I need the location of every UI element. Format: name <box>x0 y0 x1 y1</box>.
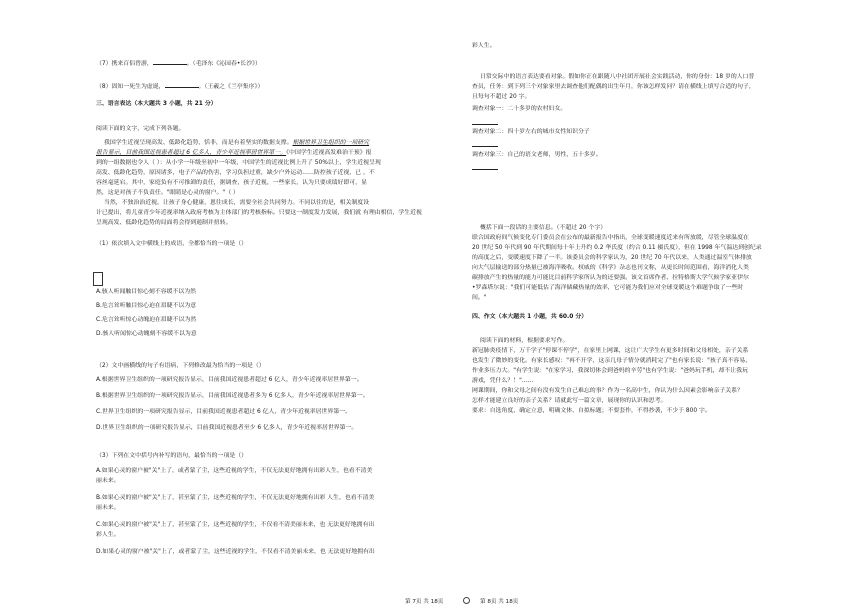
question-1-stem: （1）依次填入文中横线上的成语，全都恰当的一项是（） <box>96 241 248 247</box>
q4-line: 日常交际中的语言表达要看对象。假如你正在跟随八中社团开展社会实践活动，你的身份：18 岁的人口普 <box>480 74 755 80</box>
q5-instruction: 概括下面一段话的主要信息。（不超过 20 个字） <box>480 225 607 231</box>
page-number-left: 第 7页 共 18页 <box>405 599 444 605</box>
answer-blank[interactable] <box>472 163 498 170</box>
passage-line: 我国学生近视呈现高发、低龄化趋势，恬非，而是有着坚实的数据支撑。根据世界卫生组织的一项研究 <box>104 140 370 146</box>
answer-blank[interactable] <box>472 140 498 147</box>
passage-line: 然，这是对孩子不负责任。"眼睛是心灵的窗户。"（ ） <box>96 190 239 196</box>
question-7: （7）携来百侣曾游， 。（毛泽东《沁园春•长沙》） <box>96 58 261 68</box>
section-4-title: 四、作文（本大题共 1 小题，共 60.0 分） <box>472 314 588 320</box>
q5-passage-line: 的高度之后，变暖速度下降了一半。该委员会的科学家认为，20 世纪 70 年代以来，人类通过温室气体排放 <box>472 255 752 261</box>
essay-material-line: 游戏，凭什么？！"…… <box>472 378 534 384</box>
option-a[interactable]: A.骇人听闻触目惊心刻不容缓不以为然 <box>96 289 197 295</box>
answer-blank[interactable] <box>165 81 199 88</box>
essay-material-line: 新冠肺炎疫情下，万千学子"停课不停学"，在家里上网课，这让广大学生有更多时间和父母相处，亲子关系 <box>472 348 749 354</box>
option-c-cont: 彩人生。 <box>96 532 120 538</box>
option-c[interactable]: C.危言耸听惊心动魄迫在眉睫不以为然 <box>96 317 197 323</box>
option-a[interactable]: A.如果心灵的窗户被"关"上了，或者蒙了尘，这些近视的学生，不仅无法更好地拥有出彩人生，也看不清美 <box>96 468 373 474</box>
essay-material-line: 也发生了微妙的变化。有家长感叹："再不开学，这亲几母子情分就消耗完了"也有家长说："孩子真不容易， <box>472 358 752 364</box>
survey-target-2: 调查对象二：四十岁左右的城市女性知识分子 <box>472 129 590 135</box>
option-d[interactable]: D.如果心灵的窗户被"关"上了，或者蒙了尘，这些近视的学生，不仅看不清美丽未来，也 无法更好地拥有出 <box>96 549 375 555</box>
survey-target-1: 调查对象一：二十多岁的农村妇女。 <box>472 106 567 112</box>
section-3-title: 三、语言表达（本大题共 3 小题，共 21 分） <box>96 101 217 107</box>
page-number-right: 第 8页 共 18页 <box>480 599 519 605</box>
option-a-cont: 丽未来。 <box>96 478 120 484</box>
answer-box[interactable] <box>93 272 103 286</box>
option-b[interactable]: B.根据世界卫生组织的一项研究报告显示，目前我国近视患者多为 6 亿多人，青少年近视率居世界第一。 <box>96 393 369 399</box>
essay-prompt-line: 网课期间，你和父母之间有没有发生自己难忘的事？作为一名高中生，你认为什么因素会影响亲子关系？ <box>472 388 743 394</box>
essay-prompt-line: 怎样才能建立良好的亲子关系？请就此写一篇文章，展现你的认识和思考。 <box>472 398 667 404</box>
q4-line: 且每句不超过 20 字。 <box>472 94 531 100</box>
read-instruction: 阅读下面的文字，完成下列各题。 <box>96 126 185 132</box>
passage-line: 呈现高发、低龄化趋势的局面将会得到遏制并扭转。 <box>96 220 232 226</box>
option-a[interactable]: A.根据世界卫生组织的一项研究报告显示，目前我国近视患者超过 6 亿人，青少年近视率居世界第一。 <box>96 377 363 383</box>
q5-passage-line: 间。" <box>472 295 487 301</box>
answer-blank[interactable] <box>153 58 187 65</box>
option-c[interactable]: C.世界卫生组织的一项研究报告显示，目前我国近视患者超过 6 亿人，青少年近视率居世界第一。 <box>96 409 351 415</box>
essay-instruction: 阅读下面的材料，根据要求写作。 <box>480 338 569 344</box>
essay-material-line: 作业多压力大。"有学生说："在家学习，我深切体会到爸妈的辛劳"也有学生说："爸妈玩手机，却不让我玩 <box>472 368 748 374</box>
option-d[interactable]: D.骇人听闻惊心动魄刻不容缓不以为意 <box>96 331 197 337</box>
survey-target-3: 调查对象三：自己的语文老师，男性，五十多岁。 <box>472 152 602 158</box>
q5-passage-line: 向大气层输送的部分热量已被海洋吸收。权威的《科学》杂志也刊文称，从更长时间范围看，海洋消化人类 <box>472 265 749 271</box>
q5-passage-line: •罗森塔尔说："我们可能低估了海洋储藏热量的效率，它可能为我们应对全球变暖这个难题争取了一些时 <box>472 285 744 291</box>
q5-passage-line: 联合国政府间气候变化专门委员会在公布的最新报告中指出，全球变暖速度近来有所放缓，尽管全球温度在 <box>472 235 749 241</box>
passage-line: 高发、低龄化趋势，原因诸多，电子产品的伤害，学习负担过重，缺少户外运动……防控孩子近视，已 ，不 <box>96 170 375 176</box>
essay-requirements: 要求：自选角度，确定立意，明确文体，自拟标题；不要套作，不得抄袭，不少于 800 字。 <box>472 408 711 414</box>
option-b[interactable]: B.如果心灵的窗户被"关"上了，甚至蒙了尘，这些近视的学生，不仅无法更好地拥有出彩 人生，也看不清美 <box>96 495 375 501</box>
q4-line: 查员，任务：到下列三个对象家里去调查他们配偶的出生年月，你该怎样发问？请在横线上填写合适的句子， <box>472 84 755 90</box>
option-b[interactable]: B.危言耸听触目惊心迫在眉睫不以为意 <box>96 303 197 309</box>
option-c[interactable]: C.如果心灵的窗户被"关"上了，甚至蒙了尘，这些近视的学生，不仅看不清美丽未来，也 无法更好地拥有出 <box>96 522 375 528</box>
passage-line: 计已提出，将儿童青少年近视率纳入政府考核为主体部门的考核指标。只要这一制度发力发展，我们就 有理由相信，学生近视 <box>96 210 422 216</box>
question-8: （8）固知一死生为虚诞， 。（王羲之《兰亭集序》） <box>96 81 263 91</box>
q5-passage-line: 碳排放产生的热量的能力可能比目前科学家所认为的还要强。该文首席作者、拉特格斯大学气候学家亚伊尔 <box>472 275 749 281</box>
passage-line: 到的一组数据也令人（ ）：从小学一年级至初中一年级，中国学生的近视比例上升了 50%以上，学生近视呈现 <box>96 160 381 166</box>
q5-passage-line: 20 世纪 50 年代到 90 年代期间每十年上升约 0.2 华氏度（约合 0.11 摄氏度），但在 1998 年气温达到创纪录 <box>472 245 762 251</box>
option-b-cont: 丽未来。 <box>96 505 120 511</box>
passage-line: 报告显示，目前我国近视患者超过 6 亿多人，青少年近视率居世界第一。《中国学生近视高发难治干预》报 <box>96 150 372 156</box>
option-d[interactable]: D.世界卫生组织的一项研究报告显示，目前我国近视患者至少 6 亿多人，青少年近视率居世界第一。 <box>96 425 358 431</box>
carry-over-text: 彩人生。 <box>472 43 496 49</box>
question-2-stem: （2）文中画横线的句子有语病，下列修改最为恰当的一项是（） <box>96 363 265 369</box>
passage-line: 当然，不独治治近视，让孩子身心健康，恩往成长，需要全社会共同努力。不同以往的是，相关制度设 <box>104 200 370 206</box>
binding-hole-icon <box>463 597 470 604</box>
passage-line: 容丝毫延宕。其中，家庭负有不可推卸的责任，据调查，孩子近视，一些家长，认为只要成绩好即可，显 <box>96 180 367 186</box>
question-3-stem: （3）下列在文中括号内补写的语句，最恰当的一项是（） <box>96 453 248 459</box>
answer-blank[interactable] <box>472 118 498 125</box>
